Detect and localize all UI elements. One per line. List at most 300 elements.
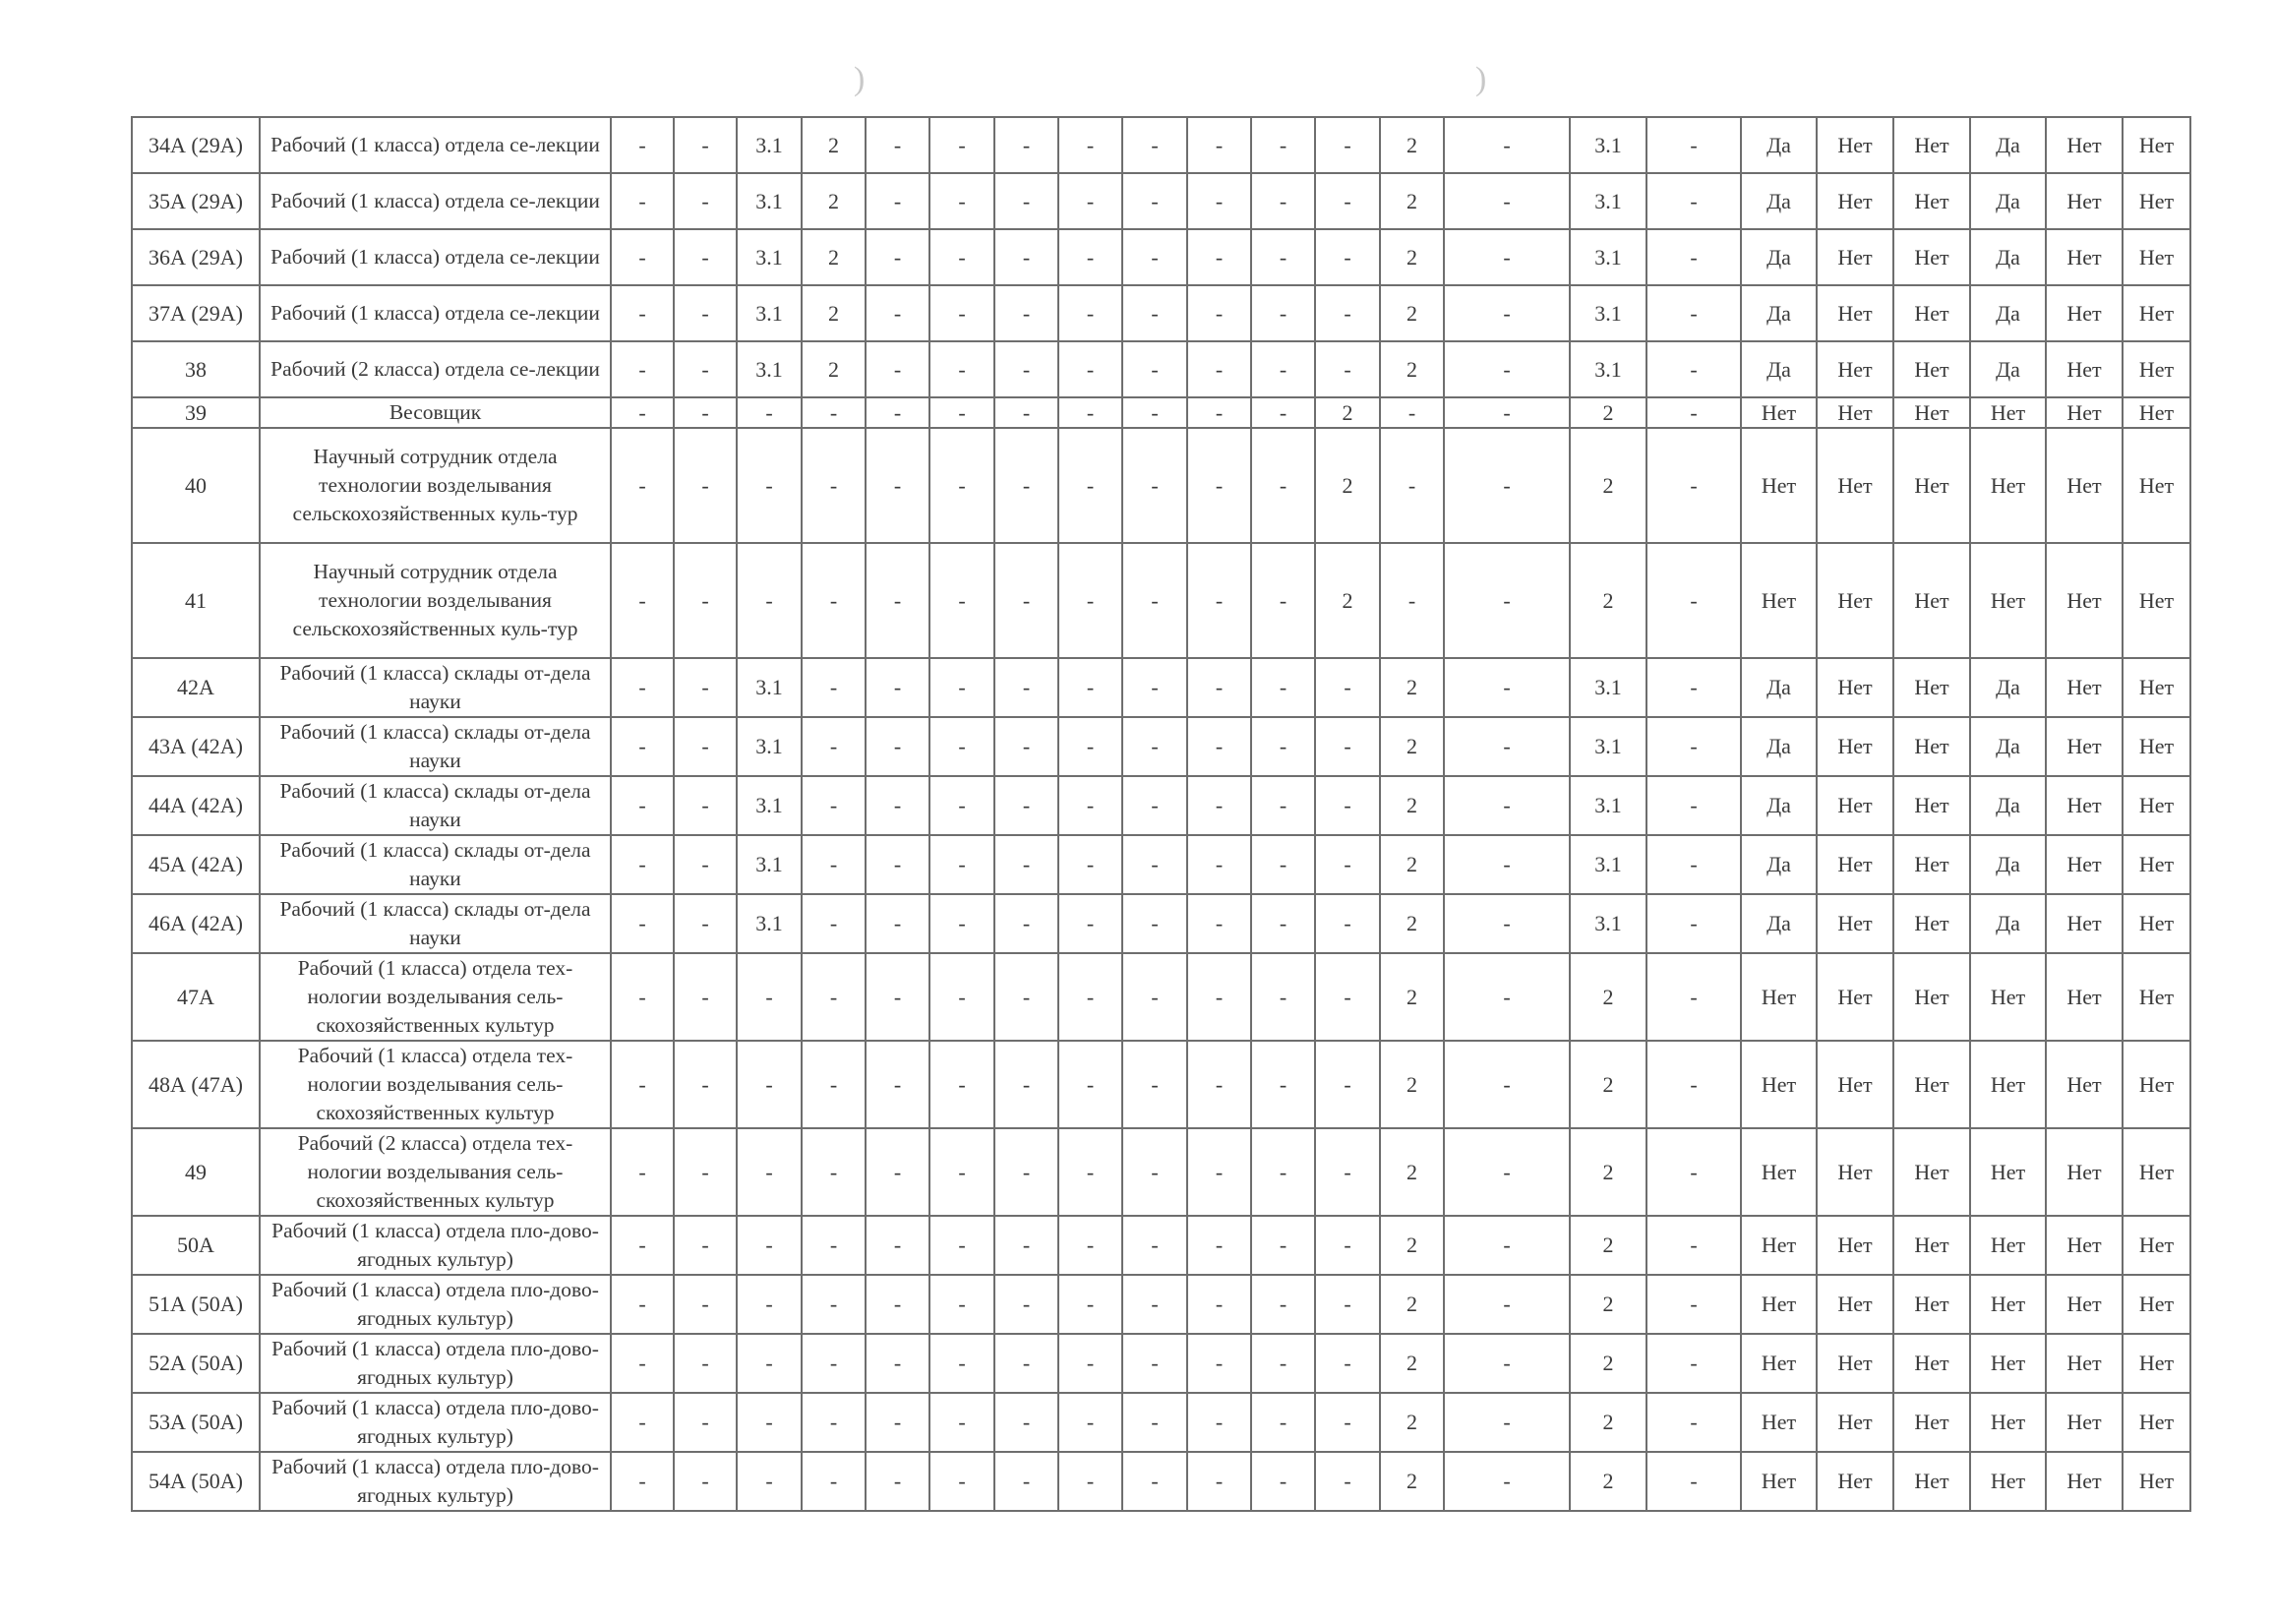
job-title: Рабочий (2 класса) отдела се-лекции xyxy=(260,341,611,397)
value-cell: - xyxy=(1187,543,1251,658)
value-cell: - xyxy=(994,1275,1058,1334)
job-title: Рабочий (1 класса) склады от-дела науки xyxy=(260,658,611,717)
job-title: Рабочий (2 класса) отдела тех-нологии возделывания сель-скохозяйственных культур xyxy=(260,1128,611,1216)
value-cell: - xyxy=(1444,953,1570,1041)
value-cell: - xyxy=(1315,894,1380,953)
table-row xyxy=(132,428,2190,543)
value-cell: - xyxy=(1187,428,1251,543)
value-cell: - xyxy=(802,543,866,658)
job-title: Рабочий (1 класса) отдела се-лекции xyxy=(260,117,611,173)
value-cell: Нет xyxy=(2046,717,2123,776)
value-cell: 2 xyxy=(802,173,866,229)
value-cell: - xyxy=(1646,117,1741,173)
value-cell: - xyxy=(674,1128,737,1216)
value-cell: Нет xyxy=(1893,341,1970,397)
value-cell: - xyxy=(674,835,737,894)
value-cell: 2 xyxy=(1380,717,1444,776)
value-cell: Нет xyxy=(1741,1452,1817,1511)
value-cell: - xyxy=(611,543,674,658)
job-title: Рабочий (1 класса) отдела пло-дово-ягодных культур) xyxy=(260,1275,611,1334)
value-cell: 2 xyxy=(1380,1216,1444,1275)
value-cell: - xyxy=(1444,173,1570,229)
value-cell: - xyxy=(866,229,929,285)
value-cell: - xyxy=(929,776,994,835)
value-cell: Нет xyxy=(1970,1128,2046,1216)
value-cell: 2 xyxy=(1570,1334,1646,1393)
value-cell: - xyxy=(802,1128,866,1216)
value-cell: - xyxy=(611,1452,674,1511)
value-cell: - xyxy=(1251,1041,1315,1128)
value-cell: 2 xyxy=(1570,428,1646,543)
value-cell: Нет xyxy=(2123,953,2190,1041)
value-cell: Нет xyxy=(2046,1334,2123,1393)
value-cell: - xyxy=(1315,173,1380,229)
value-cell: Да xyxy=(1741,835,1817,894)
value-cell: Нет xyxy=(2123,543,2190,658)
value-cell: 3.1 xyxy=(1570,717,1646,776)
value-cell: - xyxy=(1122,953,1187,1041)
value-cell: - xyxy=(866,835,929,894)
value-cell: - xyxy=(1646,285,1741,341)
value-cell: - xyxy=(1058,1041,1122,1128)
value-cell: - xyxy=(674,776,737,835)
value-cell: Нет xyxy=(1817,894,1893,953)
value-cell: - xyxy=(1187,1452,1251,1511)
scan-mark-right: ) xyxy=(1475,61,1487,97)
value-cell: Нет xyxy=(1970,397,2046,428)
value-cell: - xyxy=(1380,428,1444,543)
value-cell: - xyxy=(1646,1393,1741,1452)
value-cell: - xyxy=(1646,1128,1741,1216)
value-cell: - xyxy=(1315,1393,1380,1452)
value-cell: - xyxy=(1444,835,1570,894)
value-cell: - xyxy=(929,1275,994,1334)
value-cell: - xyxy=(802,717,866,776)
value-cell: 2 xyxy=(1380,953,1444,1041)
value-cell: - xyxy=(866,341,929,397)
value-cell: - xyxy=(1122,776,1187,835)
value-cell: - xyxy=(1251,835,1315,894)
value-cell: - xyxy=(1444,776,1570,835)
value-cell: 2 xyxy=(1380,1452,1444,1511)
value-cell: - xyxy=(1380,543,1444,658)
table-row xyxy=(132,953,2190,1041)
value-cell: 2 xyxy=(1570,1275,1646,1334)
value-cell: - xyxy=(611,428,674,543)
value-cell: - xyxy=(802,1216,866,1275)
value-cell: - xyxy=(1058,285,1122,341)
value-cell: 2 xyxy=(1380,341,1444,397)
row-number: 51А (50А) xyxy=(132,1275,260,1334)
value-cell: 3.1 xyxy=(737,717,802,776)
value-cell: Нет xyxy=(1817,1275,1893,1334)
value-cell: - xyxy=(674,1334,737,1393)
value-cell: - xyxy=(1058,1275,1122,1334)
value-cell: Нет xyxy=(2046,776,2123,835)
value-cell: - xyxy=(1251,1275,1315,1334)
value-cell: - xyxy=(1646,1275,1741,1334)
value-cell: 3.1 xyxy=(1570,173,1646,229)
value-cell: - xyxy=(1315,1334,1380,1393)
value-cell: Нет xyxy=(1741,953,1817,1041)
value-cell: - xyxy=(1122,658,1187,717)
value-cell: Да xyxy=(1741,894,1817,953)
value-cell: Нет xyxy=(2046,428,2123,543)
value-cell: - xyxy=(1251,776,1315,835)
value-cell: - xyxy=(929,117,994,173)
value-cell: Да xyxy=(1741,776,1817,835)
value-cell: Нет xyxy=(2123,1275,2190,1334)
value-cell: Нет xyxy=(1893,835,1970,894)
value-cell: Нет xyxy=(1817,835,1893,894)
value-cell: Да xyxy=(1970,341,2046,397)
value-cell: - xyxy=(1122,341,1187,397)
value-cell: - xyxy=(611,229,674,285)
row-number: 34А (29А) xyxy=(132,117,260,173)
value-cell: - xyxy=(1122,894,1187,953)
value-cell: - xyxy=(1315,341,1380,397)
value-cell: - xyxy=(994,1393,1058,1452)
value-cell: Нет xyxy=(1817,229,1893,285)
value-cell: - xyxy=(1444,1128,1570,1216)
value-cell: - xyxy=(866,1334,929,1393)
value-cell: 2 xyxy=(1570,1452,1646,1511)
value-cell: - xyxy=(1646,341,1741,397)
value-cell: - xyxy=(737,1334,802,1393)
row-number: 41 xyxy=(132,543,260,658)
value-cell: - xyxy=(1444,397,1570,428)
value-cell: 3.1 xyxy=(1570,835,1646,894)
value-cell: - xyxy=(611,341,674,397)
job-title: Рабочий (1 класса) отдела се-лекции xyxy=(260,229,611,285)
value-cell: Нет xyxy=(2046,1393,2123,1452)
value-cell: Да xyxy=(1741,285,1817,341)
value-cell: - xyxy=(929,1334,994,1393)
value-cell: - xyxy=(1122,1452,1187,1511)
value-cell: - xyxy=(1315,658,1380,717)
value-cell: Нет xyxy=(1741,1393,1817,1452)
table-row xyxy=(132,285,2190,341)
job-title: Научный сотрудник отдела технологии возделывания сельскохозяйственных куль-тур xyxy=(260,543,611,658)
row-number: 54А (50А) xyxy=(132,1452,260,1511)
value-cell: 2 xyxy=(1570,543,1646,658)
table-row xyxy=(132,658,2190,717)
row-number: 35А (29А) xyxy=(132,173,260,229)
row-number: 47А xyxy=(132,953,260,1041)
value-cell: - xyxy=(1187,341,1251,397)
value-cell: Нет xyxy=(2123,835,2190,894)
value-cell: - xyxy=(1058,229,1122,285)
value-cell: 2 xyxy=(802,285,866,341)
value-cell: - xyxy=(1444,341,1570,397)
value-cell: Нет xyxy=(1893,173,1970,229)
value-cell: - xyxy=(1251,953,1315,1041)
value-cell: 3.1 xyxy=(737,341,802,397)
value-cell: - xyxy=(866,285,929,341)
value-cell: Нет xyxy=(2123,285,2190,341)
value-cell: Да xyxy=(1970,658,2046,717)
value-cell: - xyxy=(802,1275,866,1334)
value-cell: - xyxy=(1646,894,1741,953)
job-title: Весовщик xyxy=(260,397,611,428)
value-cell: - xyxy=(1646,543,1741,658)
table-row xyxy=(132,835,2190,894)
value-cell: - xyxy=(929,285,994,341)
job-title: Научный сотрудник отдела технологии возделывания сельскохозяйственных куль-тур xyxy=(260,428,611,543)
value-cell: - xyxy=(674,894,737,953)
value-cell: - xyxy=(1251,341,1315,397)
row-number: 52А (50А) xyxy=(132,1334,260,1393)
value-cell: 2 xyxy=(1380,835,1444,894)
job-title: Рабочий (1 класса) склады от-дела науки xyxy=(260,835,611,894)
value-cell: - xyxy=(929,717,994,776)
value-cell: Нет xyxy=(2046,953,2123,1041)
value-cell: - xyxy=(866,894,929,953)
table-row xyxy=(132,894,2190,953)
value-cell: - xyxy=(929,229,994,285)
value-cell: Нет xyxy=(2123,117,2190,173)
value-cell: 2 xyxy=(1570,1216,1646,1275)
value-cell: - xyxy=(1251,1128,1315,1216)
value-cell: - xyxy=(1251,1216,1315,1275)
table-row xyxy=(132,1041,2190,1128)
value-cell: Нет xyxy=(2123,173,2190,229)
value-cell: - xyxy=(611,1275,674,1334)
value-cell: Нет xyxy=(1893,658,1970,717)
value-cell: - xyxy=(1122,173,1187,229)
value-cell: - xyxy=(1646,1452,1741,1511)
value-cell: - xyxy=(1251,285,1315,341)
value-cell: - xyxy=(1058,835,1122,894)
value-cell: - xyxy=(866,543,929,658)
value-cell: - xyxy=(1444,1334,1570,1393)
value-cell: 2 xyxy=(1315,397,1380,428)
value-cell: - xyxy=(994,717,1058,776)
value-cell: - xyxy=(802,894,866,953)
value-cell: - xyxy=(1251,1334,1315,1393)
value-cell: Нет xyxy=(1970,428,2046,543)
value-cell: - xyxy=(611,658,674,717)
job-title: Рабочий (1 класса) склады от-дела науки xyxy=(260,717,611,776)
value-cell: - xyxy=(994,428,1058,543)
row-number: 49 xyxy=(132,1128,260,1216)
value-cell: Нет xyxy=(1893,1452,1970,1511)
value-cell: Нет xyxy=(2046,1128,2123,1216)
value-cell: - xyxy=(611,173,674,229)
value-cell: - xyxy=(1380,397,1444,428)
value-cell: - xyxy=(611,894,674,953)
value-cell: - xyxy=(1187,835,1251,894)
value-cell: - xyxy=(866,1128,929,1216)
value-cell: - xyxy=(994,658,1058,717)
value-cell: 3.1 xyxy=(737,173,802,229)
value-cell: Нет xyxy=(2046,397,2123,428)
value-cell: - xyxy=(674,953,737,1041)
value-cell: - xyxy=(1187,229,1251,285)
value-cell: Да xyxy=(1741,117,1817,173)
value-cell: Нет xyxy=(1893,229,1970,285)
value-cell: Да xyxy=(1741,341,1817,397)
value-cell: Нет xyxy=(2123,894,2190,953)
value-cell: - xyxy=(1187,1393,1251,1452)
value-cell: - xyxy=(674,397,737,428)
value-cell: - xyxy=(1187,658,1251,717)
table-row xyxy=(132,1334,2190,1393)
value-cell: Нет xyxy=(1741,1041,1817,1128)
value-cell: 2 xyxy=(1570,397,1646,428)
value-cell: - xyxy=(994,1128,1058,1216)
value-cell: - xyxy=(994,894,1058,953)
row-number: 37А (29А) xyxy=(132,285,260,341)
job-title: Рабочий (1 класса) отдела тех-нологии возделывания сель-скохозяйственных культур xyxy=(260,953,611,1041)
value-cell: 2 xyxy=(1315,543,1380,658)
row-number: 38 xyxy=(132,341,260,397)
value-cell: Нет xyxy=(2123,1041,2190,1128)
value-cell: - xyxy=(929,1393,994,1452)
value-cell: - xyxy=(1122,229,1187,285)
value-cell: Нет xyxy=(1741,1275,1817,1334)
value-cell: - xyxy=(1444,1216,1570,1275)
value-cell: - xyxy=(1058,117,1122,173)
value-cell: - xyxy=(1646,658,1741,717)
value-cell: 2 xyxy=(1570,1041,1646,1128)
value-cell: - xyxy=(1444,1393,1570,1452)
value-cell: - xyxy=(611,1216,674,1275)
value-cell: - xyxy=(929,1216,994,1275)
value-cell: - xyxy=(1122,1216,1187,1275)
value-cell: - xyxy=(1187,173,1251,229)
value-cell: - xyxy=(1187,1128,1251,1216)
value-cell: - xyxy=(1646,953,1741,1041)
row-number: 36А (29А) xyxy=(132,229,260,285)
value-cell: - xyxy=(1058,894,1122,953)
value-cell: - xyxy=(1315,117,1380,173)
value-cell: Нет xyxy=(1893,543,1970,658)
value-cell: - xyxy=(674,1452,737,1511)
row-number: 42А xyxy=(132,658,260,717)
value-cell: - xyxy=(929,397,994,428)
value-cell: Нет xyxy=(2123,341,2190,397)
value-cell: - xyxy=(929,173,994,229)
value-cell: - xyxy=(1646,1216,1741,1275)
value-cell: - xyxy=(1315,1128,1380,1216)
value-cell: - xyxy=(737,953,802,1041)
value-cell: 2 xyxy=(1570,1128,1646,1216)
value-cell: 2 xyxy=(1380,894,1444,953)
value-cell: - xyxy=(929,835,994,894)
value-cell: - xyxy=(1187,894,1251,953)
row-number: 45А (42А) xyxy=(132,835,260,894)
table-body xyxy=(132,117,2190,1511)
value-cell: - xyxy=(994,117,1058,173)
value-cell: 3.1 xyxy=(1570,229,1646,285)
value-cell: - xyxy=(737,428,802,543)
value-cell: - xyxy=(866,1275,929,1334)
value-cell: - xyxy=(1315,1216,1380,1275)
job-title: Рабочий (1 класса) отдела пло-дово-ягодных культур) xyxy=(260,1452,611,1511)
value-cell: - xyxy=(929,341,994,397)
row-number: 48А (47А) xyxy=(132,1041,260,1128)
value-cell: - xyxy=(1444,894,1570,953)
value-cell: Нет xyxy=(2046,229,2123,285)
value-cell: 2 xyxy=(1570,953,1646,1041)
value-cell: - xyxy=(1444,285,1570,341)
value-cell: - xyxy=(1646,835,1741,894)
value-cell: Нет xyxy=(1893,1334,1970,1393)
value-cell: 3.1 xyxy=(737,835,802,894)
value-cell: Нет xyxy=(1893,717,1970,776)
value-cell: Нет xyxy=(1817,1393,1893,1452)
value-cell: - xyxy=(611,776,674,835)
value-cell: - xyxy=(1444,717,1570,776)
value-cell: 3.1 xyxy=(1570,894,1646,953)
value-cell: - xyxy=(737,1452,802,1511)
value-cell: 3.1 xyxy=(737,776,802,835)
value-cell: Нет xyxy=(1741,1128,1817,1216)
row-number: 40 xyxy=(132,428,260,543)
value-cell: - xyxy=(994,341,1058,397)
value-cell: - xyxy=(1444,1275,1570,1334)
value-cell: 2 xyxy=(1380,173,1444,229)
value-cell: - xyxy=(1058,1128,1122,1216)
value-cell: - xyxy=(1251,1393,1315,1452)
value-cell: - xyxy=(1187,776,1251,835)
value-cell: Нет xyxy=(2123,229,2190,285)
value-cell: - xyxy=(929,543,994,658)
job-title: Рабочий (1 класса) отдела се-лекции xyxy=(260,285,611,341)
value-cell: - xyxy=(994,285,1058,341)
value-cell: Нет xyxy=(1817,117,1893,173)
value-cell: - xyxy=(1646,1334,1741,1393)
value-cell: Нет xyxy=(1970,1275,2046,1334)
value-cell: 2 xyxy=(1380,1334,1444,1393)
value-cell: - xyxy=(802,1393,866,1452)
value-cell: - xyxy=(802,428,866,543)
value-cell: Нет xyxy=(1970,1393,2046,1452)
value-cell: - xyxy=(674,1393,737,1452)
value-cell: 2 xyxy=(1380,1128,1444,1216)
value-cell: - xyxy=(1251,428,1315,543)
value-cell: - xyxy=(1251,229,1315,285)
value-cell: Нет xyxy=(2046,1216,2123,1275)
value-cell: - xyxy=(611,1041,674,1128)
value-cell: Да xyxy=(1741,717,1817,776)
value-cell: - xyxy=(1187,397,1251,428)
value-cell: - xyxy=(866,1216,929,1275)
value-cell: - xyxy=(1122,1275,1187,1334)
value-cell: Нет xyxy=(2123,717,2190,776)
value-cell: 2 xyxy=(1570,1393,1646,1452)
value-cell: - xyxy=(737,1216,802,1275)
value-cell: - xyxy=(802,397,866,428)
value-cell: - xyxy=(1444,229,1570,285)
table-row xyxy=(132,229,2190,285)
value-cell: - xyxy=(994,543,1058,658)
value-cell: - xyxy=(994,173,1058,229)
table-row xyxy=(132,1128,2190,1216)
value-cell: - xyxy=(1058,543,1122,658)
value-cell: - xyxy=(611,285,674,341)
value-cell: 2 xyxy=(802,341,866,397)
value-cell: - xyxy=(1315,1275,1380,1334)
value-cell: - xyxy=(737,543,802,658)
value-cell: Нет xyxy=(1893,1041,1970,1128)
value-cell: 2 xyxy=(1380,229,1444,285)
value-cell: 2 xyxy=(1380,658,1444,717)
value-cell: 3.1 xyxy=(737,229,802,285)
value-cell: - xyxy=(929,658,994,717)
value-cell: - xyxy=(1058,953,1122,1041)
